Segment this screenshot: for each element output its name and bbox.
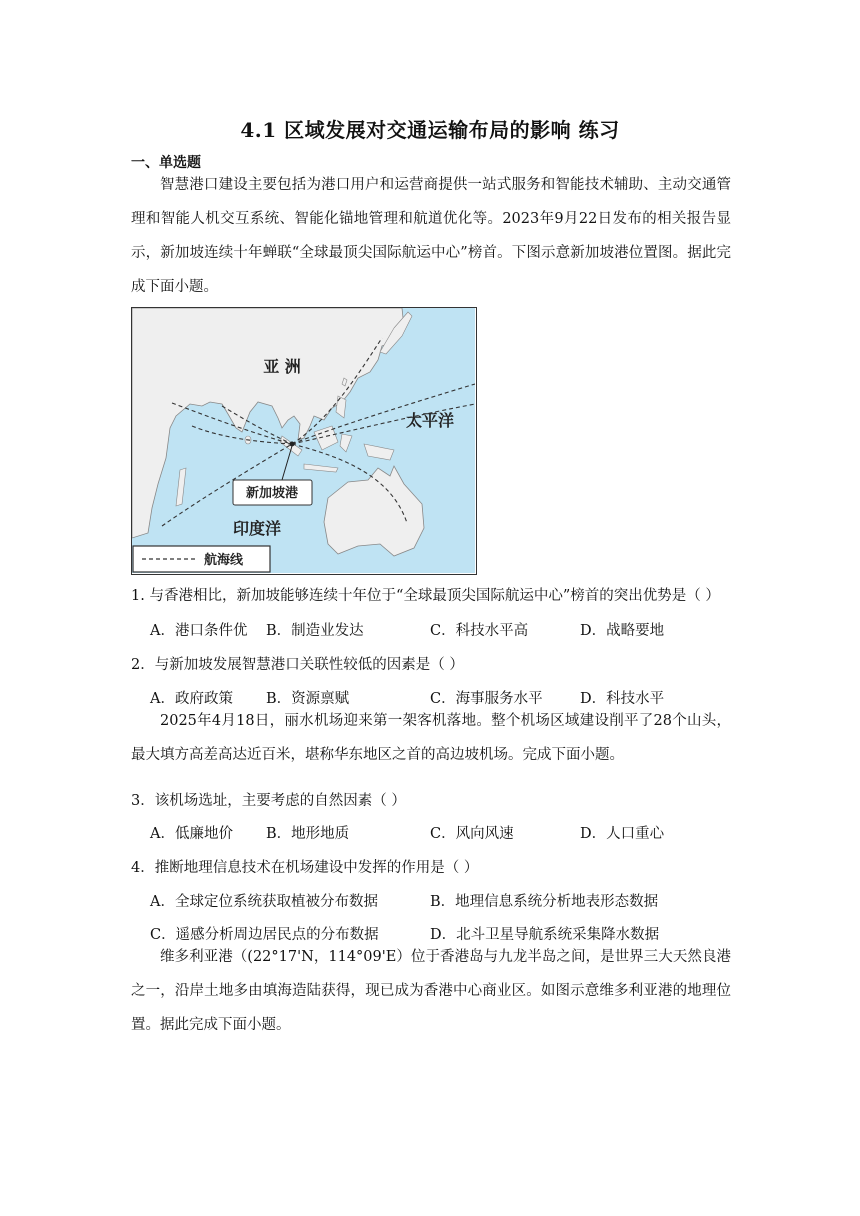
q1-option-d[interactable]: D．战略要地 xyxy=(580,623,665,639)
singapore-marker xyxy=(290,442,295,447)
q1-option-c[interactable]: C．科技水平高 xyxy=(430,623,529,639)
singapore-port-map xyxy=(131,307,477,575)
pacific-label: 太平洋 xyxy=(405,411,455,430)
q3-option-d[interactable]: D．人口重心 xyxy=(580,826,665,842)
legend-label: 航海线 xyxy=(204,553,244,568)
passage-1: 智慧港口建设主要包括为港口用户和运营商提供一站式服务和智能技术辅助、主动交通管理和智能人机交互系统、智能化锚地管理和航道优化等。2023年9月22日发布的相关报告显示，新加坡连续十年蝉联“全球最顶尖国际航运中心”榜首。下图示意新加坡港位置图。据此完成下面小题。 xyxy=(131,177,731,295)
indian-ocean-label: 印度洋 xyxy=(232,519,282,538)
question-2-stem: 2．与新加坡发展智慧港口关联性较低的因素是（ ） xyxy=(131,657,464,673)
q4-option-a[interactable]: A．全球定位系统获取植被分布数据 xyxy=(150,894,378,910)
q3-option-c[interactable]: C．风向风速 xyxy=(430,826,514,842)
q3-option-a[interactable]: A．低廉地价 xyxy=(150,826,233,842)
q4-option-d[interactable]: D．北斗卫星导航系统采集降水数据 xyxy=(430,927,660,943)
q1-option-b[interactable]: B．制造业发达 xyxy=(266,623,364,639)
question-4-stem: 4．推断地理信息技术在机场建设中发挥的作用是（ ） xyxy=(131,860,479,876)
passage-3: 维多利亚港（(22°17'N，114°09'E）位于香港岛与九龙半岛之间，是世界三大天然良港之一，沿岸土地多由填海造陆获得，现已成为香港中心商业区。如图示意维多利亚港的地理位置。据此完成下面小题。 xyxy=(131,949,731,1033)
question-1-stem: 1. 与香港相比，新加坡能够连续十年位于“全球最顶尖国际航运中心”榜首的突出优势是（ ） xyxy=(131,588,720,604)
q2-option-c[interactable]: C．海事服务水平 xyxy=(430,691,543,707)
q1-option-a[interactable]: A．港口条件优 xyxy=(150,623,248,639)
q2-option-d[interactable]: D．科技水平 xyxy=(580,691,665,707)
asia-label: 亚 洲 xyxy=(263,357,301,376)
q2-option-a[interactable]: A．政府政策 xyxy=(150,691,233,707)
map-graphic xyxy=(132,308,475,573)
q4-option-c[interactable]: C．遥感分析周边居民点的分布数据 xyxy=(150,927,379,943)
section-heading: 一、单选题 xyxy=(131,155,201,171)
port-label: 新加坡港 xyxy=(245,486,299,501)
question-3-stem: 3．该机场选址，主要考虑的自然因素（ ） xyxy=(131,793,406,809)
page-title: 4.1 区域发展对交通运输布局的影响 练习 xyxy=(240,118,620,142)
q4-option-b[interactable]: B．地理信息系统分析地表形态数据 xyxy=(430,894,659,910)
passage-2: 2025年4月18日，丽水机场迎来第一架客机落地。整个机场区域建设削平了28个山头，最大填方高差高达近百米，堪称华东地区之首的高边坡机场。完成下面小题。 xyxy=(131,713,731,763)
q2-option-b[interactable]: B．资源禀赋 xyxy=(266,691,350,707)
legend-box xyxy=(133,546,270,572)
q3-option-b[interactable]: B．地形地质 xyxy=(266,826,350,842)
